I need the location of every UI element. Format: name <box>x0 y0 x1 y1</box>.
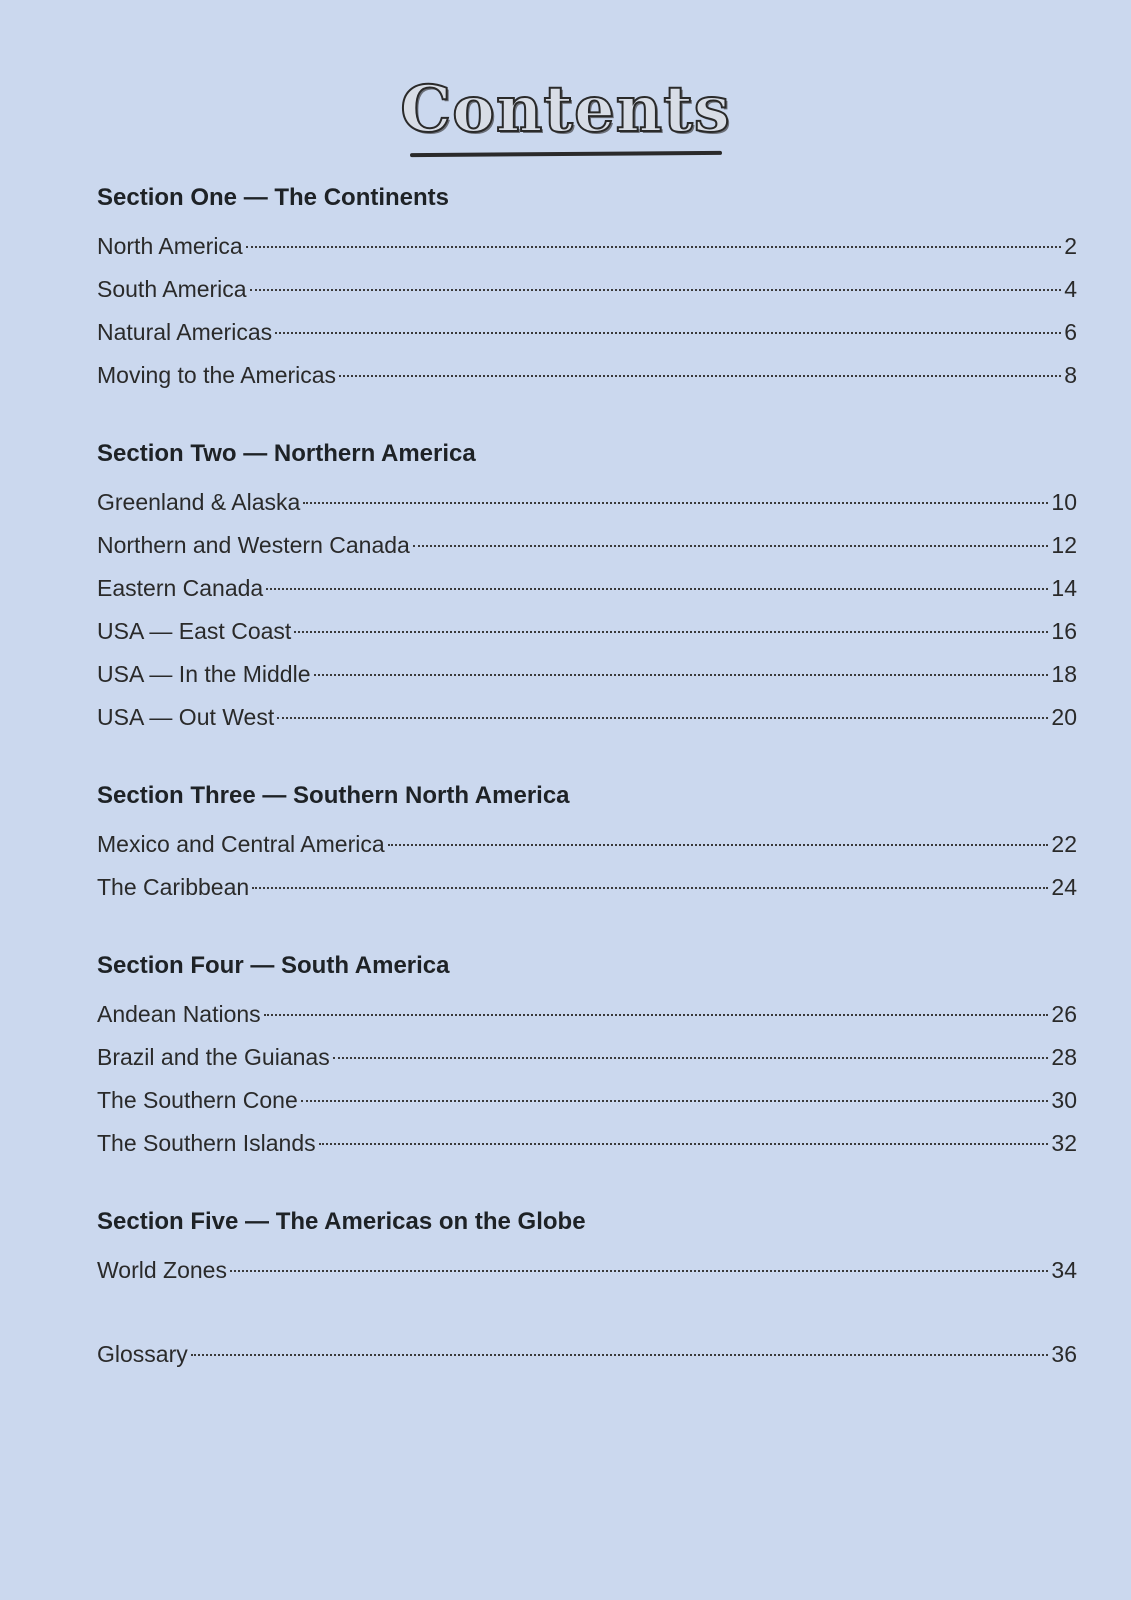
toc-entry[interactable] <box>97 311 1077 354</box>
page-title: Contents <box>400 72 731 147</box>
section-heading: Section Four — South America <box>97 952 450 979</box>
dot-leader <box>388 844 1049 846</box>
dot-leader <box>266 588 1048 590</box>
entry-page-number: 22 <box>1051 831 1077 857</box>
toc-entry[interactable] <box>97 1036 1077 1079</box>
section-two <box>97 438 1077 739</box>
table-of-contents <box>97 182 1077 1376</box>
entry-label: Glossary <box>97 1341 188 1367</box>
entry-label: South America <box>97 276 247 302</box>
entry-label: World Zones <box>97 1257 227 1283</box>
entry-page-number: 12 <box>1051 532 1077 558</box>
entry-label: Mexico and Central America <box>97 831 385 857</box>
dot-leader <box>333 1057 1049 1059</box>
section-one <box>97 182 1077 397</box>
section-heading: Section Three — Southern North America <box>97 782 570 809</box>
entry-page-number: 14 <box>1051 575 1077 601</box>
dot-leader <box>314 674 1049 676</box>
dot-leader <box>301 1100 1049 1102</box>
entry-page-number: 20 <box>1051 704 1077 730</box>
toc-entry[interactable] <box>97 354 1077 397</box>
dot-leader <box>277 717 1048 719</box>
entry-label: The Southern Cone <box>97 1087 298 1113</box>
section-heading: Section Two — Northern America <box>97 440 476 467</box>
toc-entry[interactable] <box>97 1122 1077 1165</box>
entry-label: Northern and Western Canada <box>97 532 410 558</box>
entry-page-number: 6 <box>1064 319 1077 345</box>
dot-leader <box>294 631 1048 633</box>
entry-label: Greenland & Alaska <box>97 489 301 515</box>
entry-label: Eastern Canada <box>97 575 264 601</box>
dot-leader <box>319 1143 1049 1145</box>
entry-page-number: 36 <box>1051 1341 1077 1367</box>
dot-leader <box>339 375 1061 377</box>
entry-page-number: 8 <box>1064 362 1077 388</box>
entry-page-number: 32 <box>1051 1130 1077 1156</box>
entry-page-number: 24 <box>1051 874 1077 900</box>
entry-label: USA — East Coast <box>97 618 292 644</box>
toc-entry[interactable] <box>97 653 1077 696</box>
entry-page-number: 28 <box>1051 1044 1077 1070</box>
entry-label: Brazil and the Guianas <box>97 1044 330 1070</box>
toc-entry[interactable] <box>97 225 1077 268</box>
toc-entry[interactable] <box>97 481 1077 524</box>
dot-leader <box>413 545 1049 547</box>
entry-label: Moving to the Americas <box>97 362 337 388</box>
toc-entry[interactable] <box>97 696 1077 739</box>
entry-label: USA — Out West <box>97 704 275 730</box>
toc-entry[interactable] <box>97 866 1077 909</box>
section-heading: Section One — The Continents <box>97 184 450 211</box>
section-heading: Section Five — The Americas on the Globe <box>97 1208 586 1235</box>
toc-entry[interactable] <box>97 610 1077 653</box>
entry-label: USA — In the Middle <box>97 661 311 687</box>
toc-entry[interactable] <box>97 993 1077 1036</box>
toc-entry[interactable] <box>97 268 1077 311</box>
entry-page-number: 10 <box>1051 489 1077 515</box>
section-three <box>97 780 1077 909</box>
entry-page-number: 30 <box>1051 1087 1077 1113</box>
dot-leader <box>264 1014 1049 1016</box>
dot-leader <box>191 1354 1049 1356</box>
entry-page-number: 18 <box>1051 661 1077 687</box>
entry-page-number: 16 <box>1051 618 1077 644</box>
toc-entry[interactable] <box>97 1249 1077 1292</box>
entry-page-number: 4 <box>1064 276 1077 302</box>
dot-leader <box>275 332 1061 334</box>
toc-entry[interactable] <box>97 524 1077 567</box>
entry-label: Natural Americas <box>97 319 273 345</box>
toc-entry[interactable] <box>97 823 1077 866</box>
section-four <box>97 950 1077 1165</box>
dot-leader <box>246 246 1061 248</box>
entry-label: Andean Nations <box>97 1001 261 1027</box>
toc-entry-glossary[interactable] <box>97 1333 1077 1376</box>
dot-leader <box>303 502 1048 504</box>
toc-entry[interactable] <box>97 1079 1077 1122</box>
title-underline <box>409 151 721 157</box>
entry-page-number: 34 <box>1051 1257 1077 1283</box>
toc-entry[interactable] <box>97 567 1077 610</box>
dot-leader <box>252 887 1048 889</box>
entry-label: The Caribbean <box>97 874 250 900</box>
entry-page-number: 26 <box>1051 1001 1077 1027</box>
entry-label: The Southern Islands <box>97 1130 316 1156</box>
entry-page-number: 2 <box>1064 233 1077 259</box>
entry-label: North America <box>97 233 243 259</box>
dot-leader <box>230 1270 1048 1272</box>
section-five <box>97 1206 1077 1292</box>
title-block <box>0 72 1131 156</box>
dot-leader <box>250 289 1062 291</box>
